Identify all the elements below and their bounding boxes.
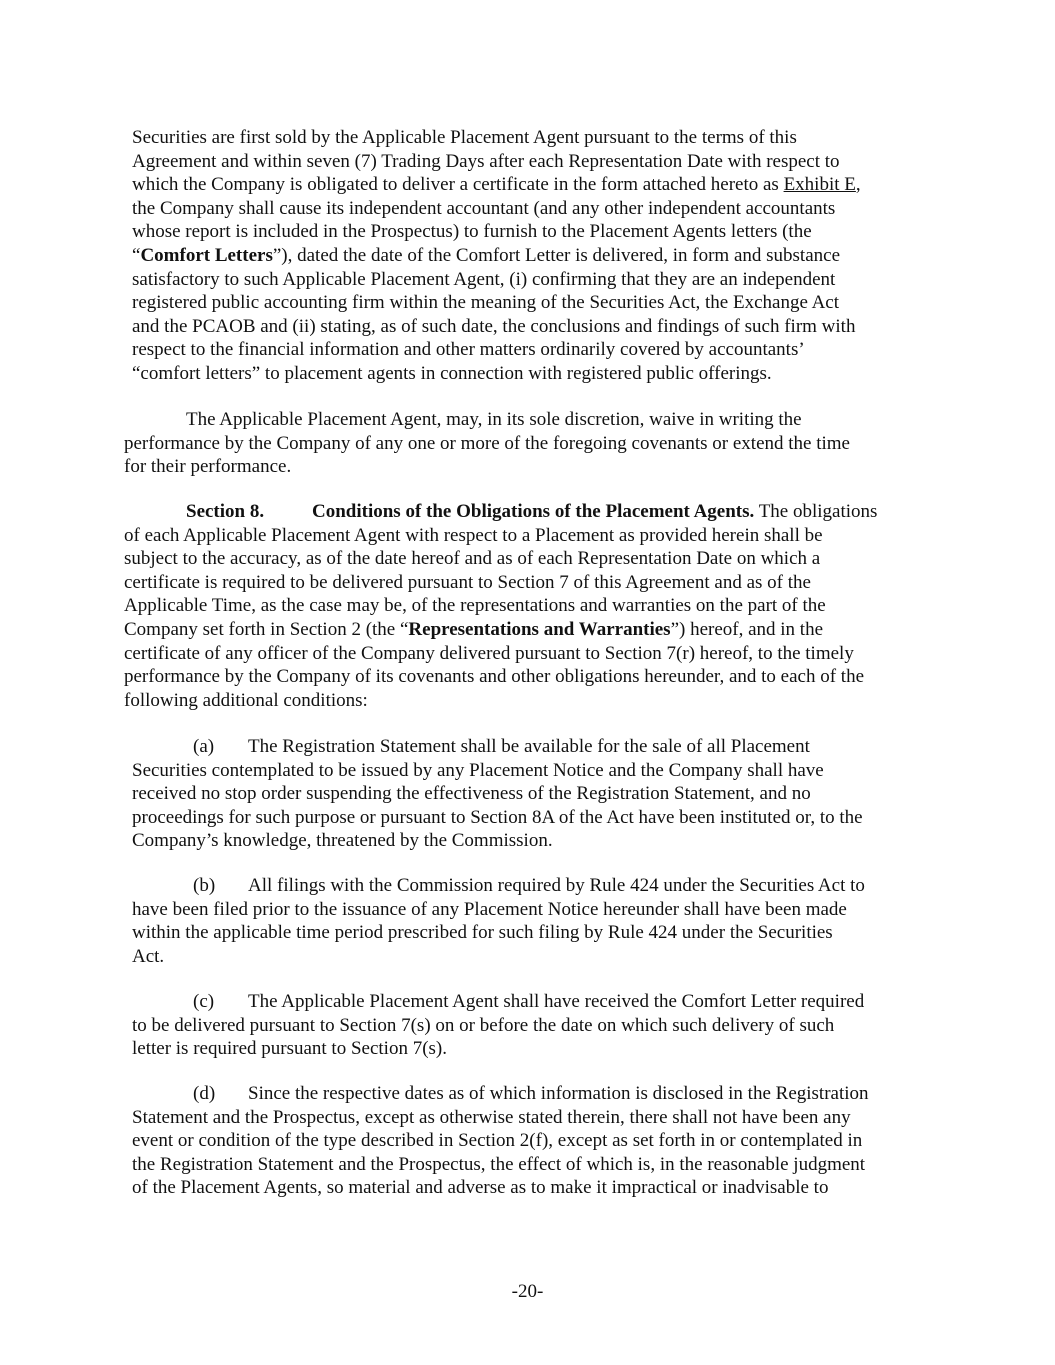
- clause-first-line: [132, 874, 865, 898]
- exhibit-e-reference: Exhibit E: [783, 174, 856, 196]
- text-line: Company’s knowledge, threatened by the Commission.: [132, 830, 553, 852]
- text-line: whose report is included in the Prospectus) to furnish to the Placement Agents letters (the: [132, 221, 812, 243]
- text-line: Statement and the Prospectus, except as otherwise stated therein, there shall not have been any: [132, 1106, 851, 1128]
- clause-c: [132, 990, 864, 1061]
- text-run: Since the respective dates as of which information is disclosed in the Registration: [248, 1083, 869, 1104]
- text-line: registered public accounting firm within the meaning of the Securities Act, the Exchange Act: [132, 292, 840, 314]
- section-8-heading-line: [124, 500, 877, 524]
- text-line: Securities contemplated to be issued by any Placement Notice and the Company shall have: [132, 759, 824, 781]
- text-line: following additional conditions:: [124, 689, 368, 711]
- section-number: Section 8.: [186, 501, 265, 522]
- text-run: The Applicable Placement Agent shall have received the Comfort Letter required: [248, 991, 865, 1012]
- text-run: The obligations: [754, 501, 878, 522]
- paragraph-waiver: [124, 408, 850, 479]
- text-line: for their performance.: [124, 456, 292, 478]
- text-line: subject to the accuracy, as of the date hereof and as of each Representation Date on which a: [124, 548, 821, 570]
- text-line: [124, 618, 877, 642]
- section-heading: Conditions of the Obligations of the Placement Agents.: [312, 501, 755, 522]
- clause-label: (d): [193, 1083, 216, 1104]
- clause-b: [132, 874, 865, 968]
- text-line: of the Placement Agents, so material and adverse as to make it impractical or inadvisable to: [132, 1177, 829, 1199]
- defined-term-comfort-letters: Comfort Letters: [140, 244, 273, 266]
- clause-label: (b): [193, 875, 216, 896]
- section-8: [124, 500, 877, 712]
- text-line: satisfactory to such Applicable Placement Agent, (i) confirming that they are an independent: [132, 268, 836, 290]
- text-run: ,: [855, 174, 861, 196]
- text-line: Act.: [132, 945, 165, 967]
- text-line: certificate is required to be delivered pursuant to Section 7 of this Agreement and as of the: [124, 571, 811, 593]
- text-line: Agreement and within seven (7) Trading Days after each Representation Date with respect to: [132, 150, 840, 172]
- text-line: have been filed prior to the issuance of any Placement Notice hereunder shall have been made: [132, 898, 847, 920]
- text-line: within the applicable time period prescribed for such filing by Rule 424 under the Securities: [132, 922, 833, 944]
- text-line: respect to the financial information and other matters ordinarily covered by accountants’: [132, 339, 805, 361]
- clause-label: (c): [193, 991, 215, 1012]
- clause-a: [132, 735, 863, 853]
- text-run: All filings with the Commission required by Rule 424 under the Securities Act to: [248, 875, 865, 896]
- clause-first-line: [132, 990, 864, 1014]
- text-run: “: [132, 244, 141, 266]
- text-line: Securities are first sold by the Applicable Placement Agent pursuant to the terms of this: [132, 127, 797, 148]
- text-line: event or condition of the type described in Section 2(f), except as set forth in or contemplated in: [132, 1130, 863, 1152]
- text-run: which the Company is obligated to deliver a certificate in the form attached hereto as: [132, 174, 784, 196]
- text-run: The Registration Statement shall be available for the sale of all Placement: [248, 736, 810, 757]
- paragraph-comfort-letters: [132, 126, 861, 386]
- text-line: The Applicable Placement Agent, may, in its sole discretion, waive in writing the: [186, 409, 802, 430]
- text-line: and the PCAOB and (ii) stating, as of such date, the conclusions and findings of such firm with: [132, 315, 856, 337]
- text-line: performance by the Company of its covenants and other obligations hereunder, and to each of the: [124, 666, 864, 688]
- text-line: “comfort letters” to placement agents in connection with registered public offerings.: [132, 362, 772, 384]
- clause-label: (a): [193, 736, 215, 757]
- text-line: to be delivered pursuant to Section 7(s) on or before the date on which such delivery of such: [132, 1014, 835, 1036]
- defined-term-representations: Representations and Warranties: [408, 618, 671, 640]
- page-number: -20-: [511, 1281, 544, 1302]
- text-line: the Company shall cause its independent accountant (and any other independent accountants: [132, 197, 836, 219]
- text-line: [132, 244, 861, 268]
- text-line: letter is required pursuant to Section 7(s).: [132, 1038, 448, 1060]
- text-run: ”) hereof, and in the: [670, 618, 824, 640]
- text-run: Company set forth in Section 2 (the “: [124, 618, 409, 640]
- text-line: proceedings for such purpose or pursuant to Section 8A of the Act have been instituted or, to the: [132, 806, 863, 828]
- text-line: [132, 173, 861, 197]
- clause-d: [132, 1082, 869, 1200]
- clause-first-line: [132, 1082, 869, 1106]
- clause-first-line: [132, 735, 863, 759]
- text-line: of each Applicable Placement Agent with respect to a Placement as provided herein shall be: [124, 524, 823, 546]
- text-line: performance by the Company of any one or more of the foregoing covenants or extend the time: [124, 432, 850, 454]
- text-run: ”), dated the date of the Comfort Letter is delivered, in form and substance: [272, 244, 841, 266]
- text-line: received no stop order suspending the effectiveness of the Registration Statement, and no: [132, 783, 811, 805]
- text-line: certificate of any officer of the Company delivered pursuant to Section 7(r) hereof, to the timely: [124, 642, 854, 664]
- text-line: Applicable Time, as the case may be, of the representations and warranties on the part of the: [124, 595, 826, 617]
- text-line: the Registration Statement and the Prospectus, the effect of which is, in the reasonable judgment: [132, 1153, 866, 1175]
